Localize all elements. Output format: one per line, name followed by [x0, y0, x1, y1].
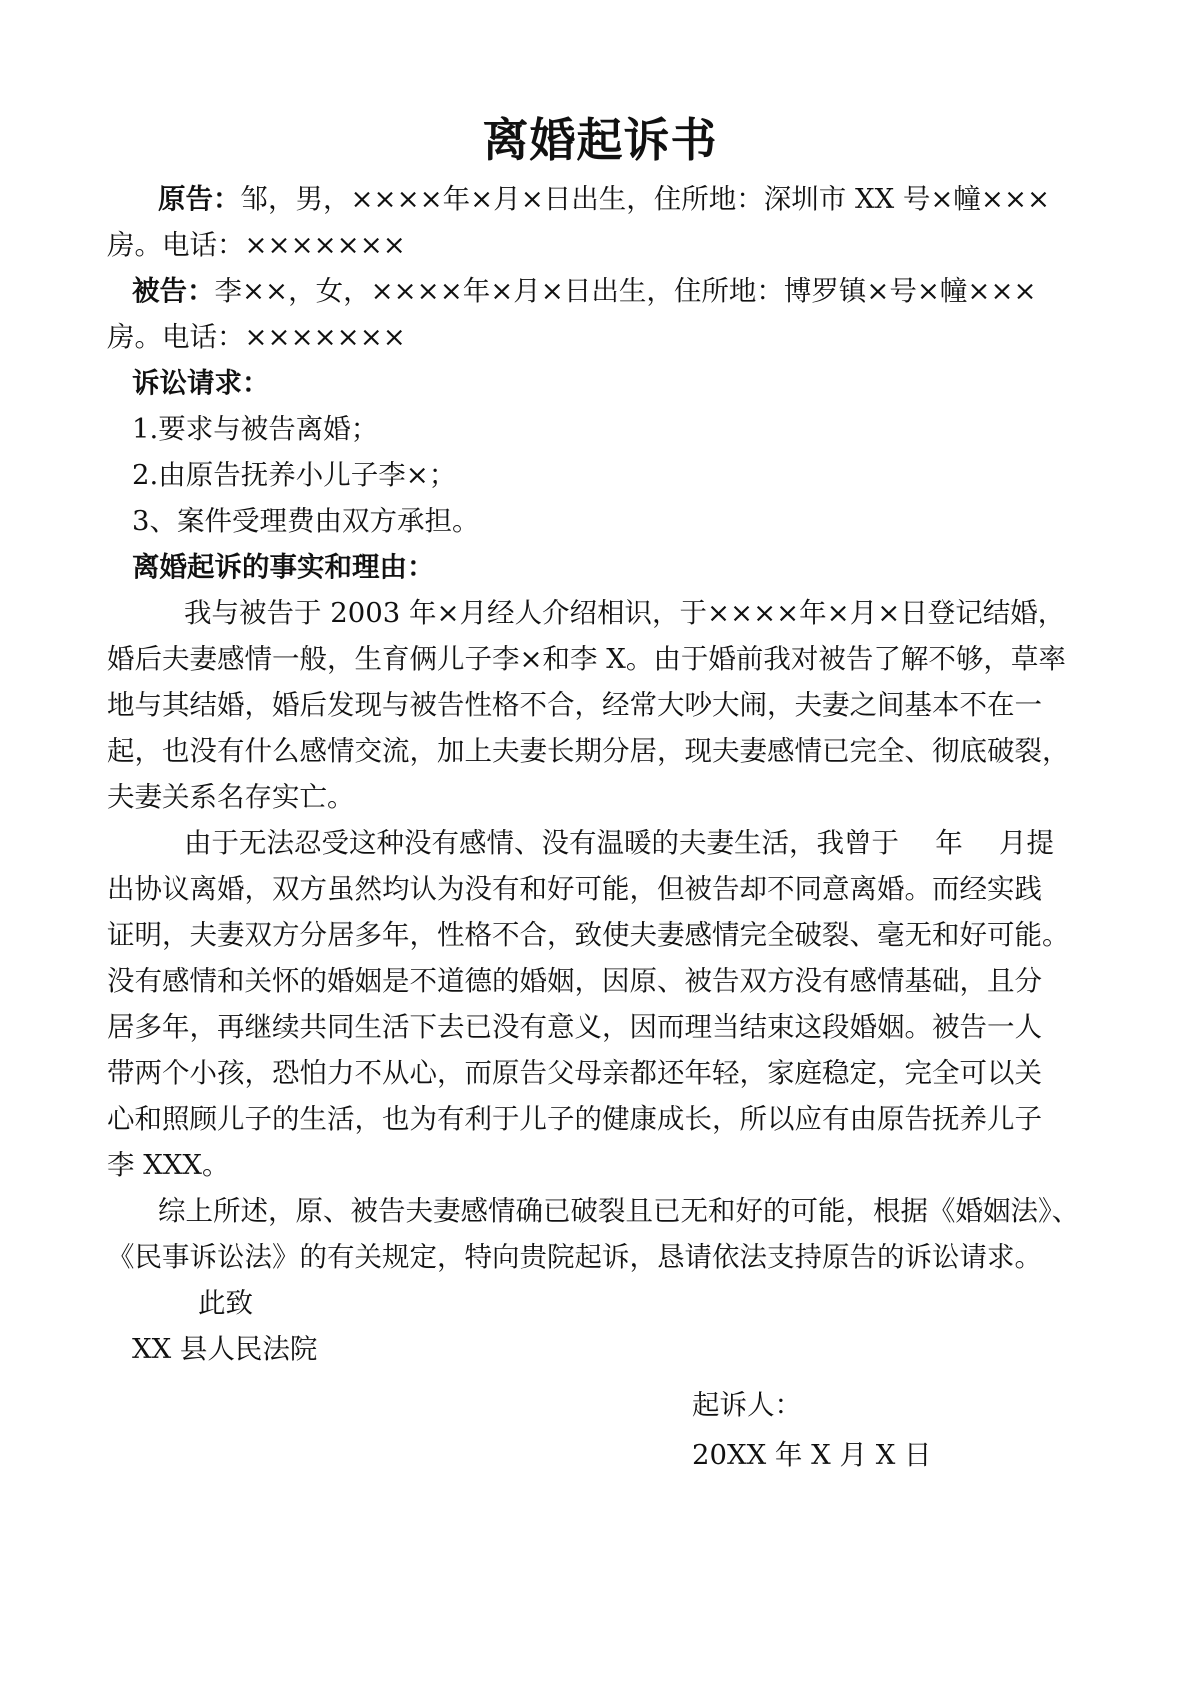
signer-label: 起诉人： [692, 1389, 802, 1421]
facts-paragraph-1-line: 婚后夫妻感情一般，生育俩儿子李×和李 X。由于婚前我对被告了解不够，草率 [107, 643, 1066, 675]
document-title: 离婚起诉书 [482, 113, 718, 167]
facts-paragraph-3-line: 《民事诉讼法》的有关规定，特向贵院起诉，恳请依法支持原告的诉讼请求。 [107, 1241, 1042, 1273]
plaintiff-line-1 [158, 179, 1050, 219]
plaintiff-text-1: 邹，男，××××年×月×日出生，住所地：深圳市 XX 号×幢××× [240, 183, 1051, 215]
defendant-line-2: 房。电话：××××××× [107, 321, 406, 353]
plaintiff-line-2: 房。电话：××××××× [107, 229, 406, 261]
claim-item: 1.要求与被告离婚； [132, 413, 379, 445]
facts-paragraph-3-line: 综上所述，原、被告夫妻感情确已破裂且已无和好的可能，根据《婚姻法》、 [158, 1195, 1080, 1227]
facts-paragraph-2-line: 李 XXX。 [107, 1149, 230, 1181]
facts-paragraph-2-line: 由于无法忍受这种没有感情、没有温暖的夫妻生活，我曾于 年 月提 [184, 827, 1054, 859]
facts-paragraph-2-line: 出协议离婚，双方虽然均认为没有和好可能，但被告却不同意离婚。而经实践 [107, 873, 1042, 905]
claim-item: 3、案件受理费由双方承担。 [132, 505, 480, 537]
defendant-line-1 [132, 271, 1037, 311]
defendant-text-1: 李××，女，××××年×月×日出生，住所地：博罗镇×号×幢××× [214, 275, 1037, 307]
facts-paragraph-2-line: 证明，夫妻双方分居多年，性格不合，致使夫妻感情完全破裂、毫无和好可能。 [107, 919, 1070, 951]
facts-paragraph-1-line: 起，也没有什么感情交流，加上夫妻长期分居，现夫妻感情已完全、彻底破裂， [107, 735, 1070, 767]
facts-paragraph-2-line: 没有感情和关怀的婚姻是不道德的婚姻，因原、被告双方没有感情基础，且分 [107, 965, 1042, 997]
facts-paragraph-1-line: 夫妻关系名存实亡。 [107, 781, 355, 813]
facts-heading: 离婚起诉的事实和理由： [132, 551, 435, 583]
court-name: XX 县人民法院 [132, 1333, 318, 1365]
claim-item: 2.由原告抚养小儿子李×； [132, 459, 457, 491]
facts-paragraph-1-line: 我与被告于 2003 年×月经人介绍相识，于××××年×月×日登记结婚， [184, 597, 1066, 629]
filing-date: 20XX 年 X 月 X 日 [692, 1439, 932, 1471]
facts-paragraph-2-line: 居多年，再继续共同生活下去已没有意义，因而理当结束这段婚姻。被告一人 [107, 1011, 1042, 1043]
salutation: 此致 [198, 1287, 253, 1319]
facts-paragraph-2-line: 带两个小孩，恐怕力不从心，而原告父母亲都还年轻，家庭稳定，完全可以关 [107, 1057, 1042, 1089]
facts-paragraph-2-line: 心和照顾儿子的生活，也为有利于儿子的健康成长，所以应有由原告抚养儿子 [107, 1103, 1042, 1135]
claims-heading: 诉讼请求： [132, 367, 270, 399]
facts-paragraph-1-line: 地与其结婚，婚后发现与被告性格不合，经常大吵大闹，夫妻之间基本不在一 [107, 689, 1042, 721]
plaintiff-label: 原告： [158, 183, 241, 215]
defendant-label: 被告： [132, 275, 215, 307]
